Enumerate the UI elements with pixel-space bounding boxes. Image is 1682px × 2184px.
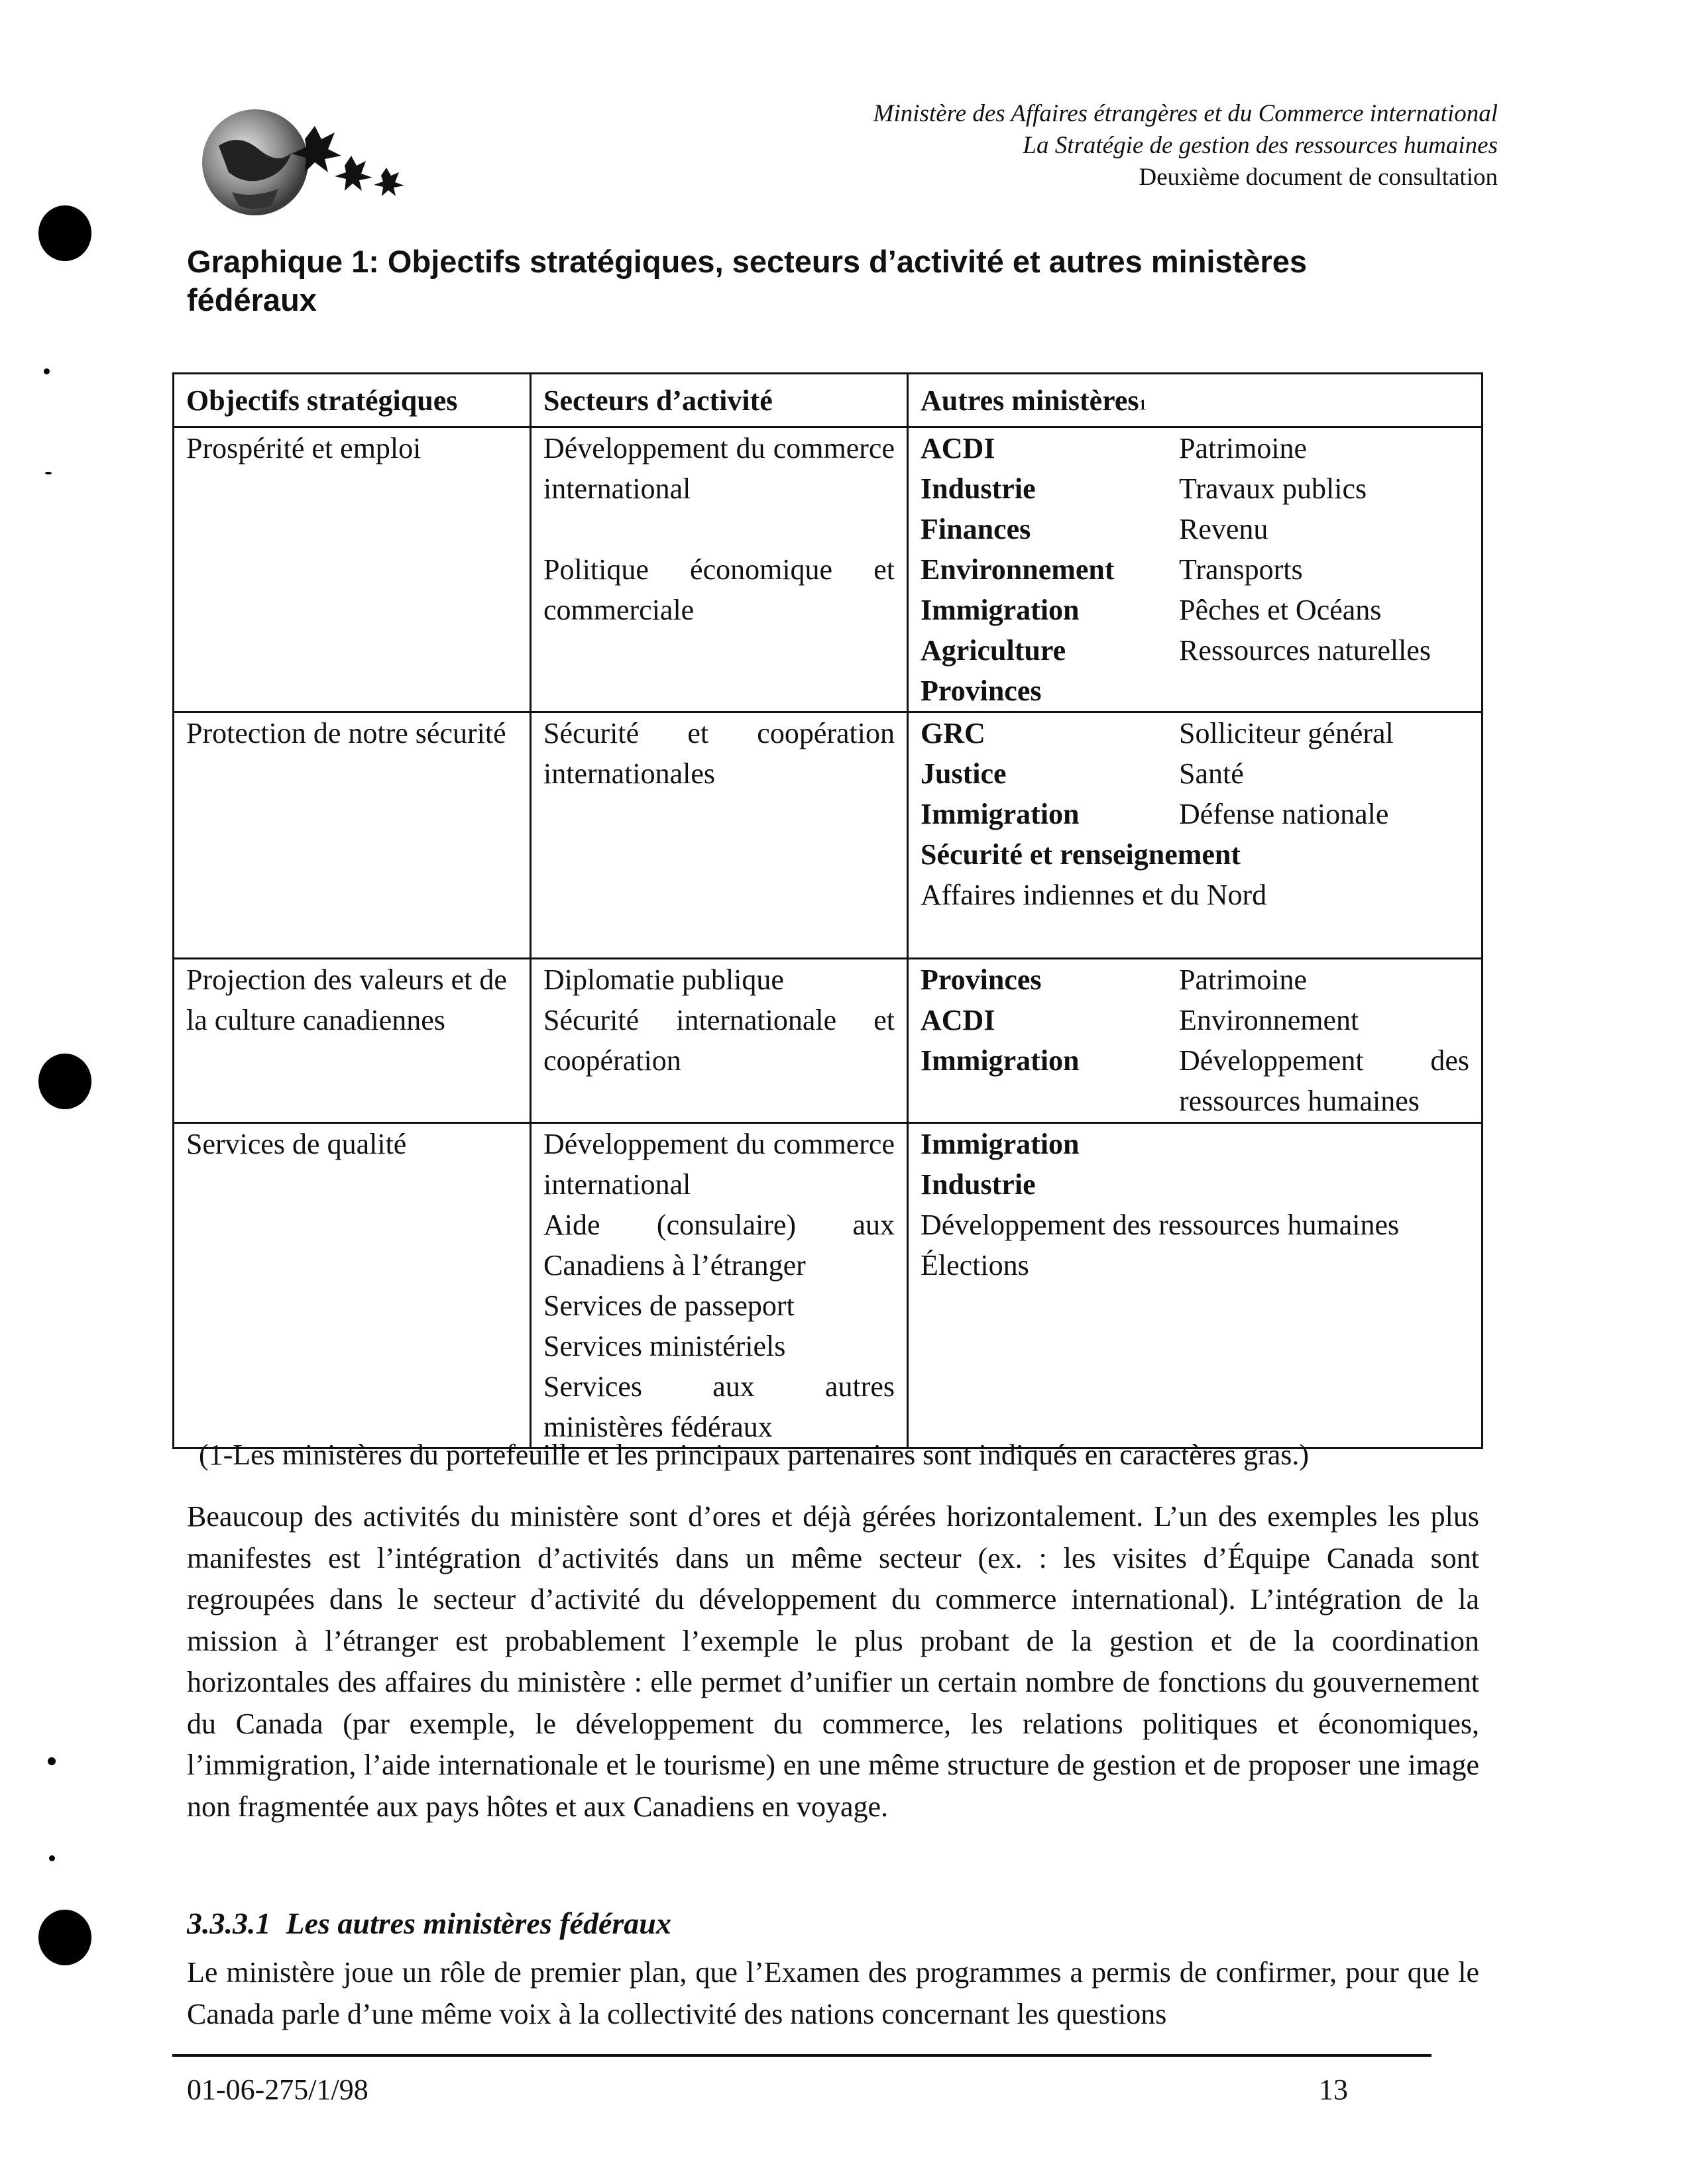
objective-cell: Services de qualité [174, 1123, 531, 1448]
ministry-bold: Immigration [921, 798, 1080, 830]
body-paragraph: Beaucoup des activités du ministère sont d’ores et déjà gérées horizontalement. L’un des exemples les plus manifestes est l’intégration d’activités dans un même secteur (ex. : les visites d’Équipe Canada sont regroupées dans le secteur d’activité du développement du commerce international). L’intégration de la mission à l’étranger est probablement l’exemple le plus probant de la gestion et de la coordination horizontales des affaires du ministère : elle permet d’unifier un certain nombre de fonctions du gouvernement du Canada (par exemple, le développement du commerce, les relations politiques et économiques, l’immigration, l’aide internationale et le tourisme) en une même structure de gestion et de proposer une image non fragmentée aux pays hôtes et aux Canadiens en voyage. [187, 1500, 1479, 1823]
sectors-cell [531, 427, 908, 712]
page-number: 13 [1319, 2073, 1348, 2106]
ministry-bold: Environnement [921, 553, 1115, 586]
ministries-cell [908, 1123, 1483, 1448]
ministries-cell [908, 427, 1483, 712]
ministry: Affaires indiennes et du Nord [921, 879, 1267, 911]
ministry-bold: Agriculture [921, 634, 1066, 667]
figure-title: Graphique 1: Objectifs stratégiques, secteurs d’activité et autres ministères fédéraux [187, 244, 1307, 317]
ministry-bold: Industrie [921, 472, 1036, 505]
table-row [174, 712, 1483, 959]
column-header: Objectifs stratégiques [174, 374, 531, 427]
objective-cell: Projection des valeurs et de la culture canadiennes [174, 959, 531, 1123]
sector-item: Services aux autres ministères fédéraux [543, 1370, 895, 1443]
footnote-marker: 1 [1139, 396, 1147, 413]
ministry: Revenu [1179, 513, 1268, 545]
ministry-bold: Sécurité et renseignement [921, 838, 1241, 871]
header-consultation: Deuxième document de consultation [1139, 164, 1498, 191]
table-row [174, 1123, 1483, 1448]
column-header: Autres ministères$^1$ [908, 374, 1483, 427]
sector-item: Développement du commerce international [543, 432, 895, 505]
footer-rule [172, 2054, 1431, 2057]
document-header [873, 98, 1498, 193]
ministry: Patrimoine [1179, 963, 1308, 996]
ministry-bold: Immigration [921, 594, 1080, 626]
sector-item: Services ministériels [543, 1330, 786, 1362]
objectives-table [172, 372, 1483, 1449]
scan-speck [48, 1757, 56, 1765]
table-row [174, 959, 1483, 1123]
objective-cell: Prospérité et emploi [174, 427, 531, 712]
ministry-bold: Immigration [921, 1128, 1080, 1160]
ministry: Transports [1179, 553, 1303, 586]
department-logo [192, 99, 457, 219]
ministry: Patrimoine [1179, 432, 1308, 464]
sector-item: Aide (consulaire) aux Canadiens à l’étranger [543, 1209, 895, 1282]
scan-speck [44, 368, 50, 374]
body-paragraph: Le ministère joue un rôle de premier plan, que l’Examen des programmes a permis de confirmer, pour que le Canada parle d’une même voix à la collectivité des nations concernant les questions [187, 1956, 1479, 2030]
ministry: Développement des ressources humaines [921, 1209, 1400, 1241]
binder-hole [38, 205, 91, 261]
ministry: Défense nationale [1179, 798, 1389, 830]
sectors-cell [531, 712, 908, 959]
ministry-bold: Provinces [921, 963, 1042, 996]
ministry-bold: GRC [921, 717, 985, 749]
ministry-bold: Finances [921, 513, 1031, 545]
objective-cell: Protection de notre sécurité [174, 712, 531, 959]
ministry: Santé [1179, 757, 1244, 790]
sectors-cell [531, 959, 908, 1123]
ministry-bold: ACDI [921, 432, 995, 464]
sector-item: Diplomatie publique [543, 963, 784, 996]
header-ministry: Ministère des Affaires étrangères et du Commerce international [873, 100, 1498, 127]
table-row [174, 427, 1483, 712]
ministries-cell [908, 959, 1483, 1123]
ministry-bold: Justice [921, 757, 1007, 790]
table-note: (1-Les ministères du portefeuille et les principaux partenaires sont indiqués en caractères gras.) [199, 1439, 1310, 1471]
section-heading [187, 1906, 671, 1941]
ministry: Développement des ressources humaines [1179, 1044, 1469, 1117]
ministry-bold: Provinces [921, 675, 1042, 707]
ministry-bold: Immigration [921, 1044, 1080, 1077]
header-strategy: La Stratégie de gestion des ressources humaines [1023, 132, 1498, 159]
section-number: 3.3.3.1 [187, 1906, 271, 1940]
sector-item: Sécurité internationale et coopération [543, 1004, 895, 1077]
binder-hole [38, 1910, 91, 1965]
scan-speck [45, 472, 52, 474]
document-code: 01-06-275/1/98 [187, 2073, 368, 2106]
scan-speck [49, 1855, 55, 1861]
table-header-row [174, 374, 1483, 427]
sector-item: Services de passeport [543, 1289, 795, 1322]
column-header: Secteurs d’activité [531, 374, 908, 427]
ministry: Solliciteur général [1179, 717, 1394, 749]
sector-item: Politique économique et commerciale [543, 553, 895, 626]
ministry: Ressources naturelles [1179, 634, 1431, 667]
ministry-bold: ACDI [921, 1004, 995, 1036]
binder-hole [38, 1054, 91, 1109]
ministry: Pêches et Océans [1179, 594, 1382, 626]
section-title: Les autres ministères fédéraux [286, 1906, 671, 1940]
ministry: Environnement [1179, 1004, 1359, 1036]
ministry: Élections [921, 1249, 1029, 1282]
ministry-bold: Industrie [921, 1168, 1036, 1201]
ministry: Travaux publics [1179, 472, 1367, 505]
sectors-cell [531, 1123, 908, 1448]
ministry [1179, 671, 1469, 711]
sector-item: Sécurité et coopération internationales [543, 717, 895, 790]
ministries-cell [908, 712, 1483, 959]
sector-item: Développement du commerce international [543, 1128, 895, 1201]
